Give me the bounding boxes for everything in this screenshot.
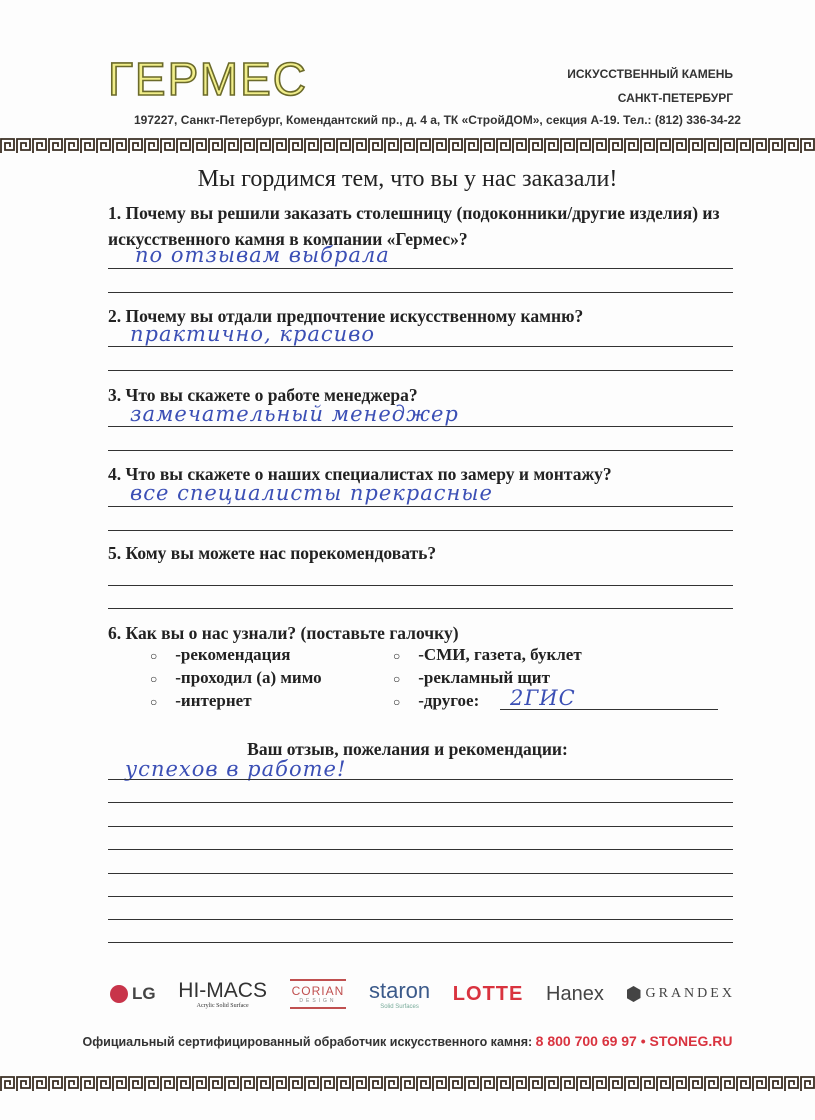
option-billboard[interactable] [393,668,550,688]
feedback-line [108,919,733,920]
question-5: 5. Кому вы можете нас порекомендовать? [108,543,437,563]
answer-line [108,292,733,293]
answer-4[interactable]: все специалисты прекрасные [130,481,493,505]
other-line [500,709,718,710]
hanex-logo: Hanex [546,982,604,1005]
question-2: 2. Почему вы отдали предпочтение искусственному камню? [108,306,584,326]
answer-line [108,426,733,427]
address: 197227, Санкт-Петербург, Комендантский пр., д. 4 а, ТК «СтройДОМ», секция А-19. Тел.: (812) 336-34-22 [134,113,741,127]
page-title: Мы гордимся тем, что вы у нас заказали! [197,166,618,192]
radio-circle-icon: ○ [393,695,401,709]
feedback-line [108,873,733,874]
city: САНКТ-ПЕТЕРБУРГ [617,91,733,105]
radio-circle-icon: ○ [150,672,158,686]
radio-circle-icon: ○ [150,649,158,663]
footer [0,1033,815,1049]
option-label: -рекламный щит [418,668,550,687]
option-label: -рекомендация [175,645,291,664]
feedback-line [108,942,733,943]
answer-line [108,370,733,371]
answer-line [108,608,733,609]
lg-circle-icon [110,985,128,1003]
lg-logo: LG [110,984,156,1004]
meander-border-top [0,138,815,154]
grandex-hexagon-icon [627,986,641,1002]
option-internet[interactable] [150,691,252,711]
option-other[interactable] [393,691,479,711]
other-answer[interactable]: 2ГИС [510,686,576,710]
radio-circle-icon: ○ [150,695,158,709]
footer-text: Официальный сертифицированный обработчик искусственного камня: [82,1035,533,1049]
answer-line [108,585,733,586]
answer-line [108,530,733,531]
lotte-logo: LOTTE [452,982,524,1005]
option-label: -проходил (а) мимо [175,668,322,687]
feedback-line [108,826,733,827]
answer-line [108,268,733,269]
feedback-heading: Ваш отзыв, пожелания и рекомендации: [247,739,568,759]
option-label: -другое: [418,691,480,710]
feedback-line [108,896,733,897]
hermes-logo: ГЕРМЕС [108,53,308,105]
feedback-line [108,849,733,850]
radio-circle-icon: ○ [393,649,401,663]
meander-border-bottom [0,1076,815,1092]
grandex-logo: GRANDEX [627,986,735,1002]
option-media[interactable] [393,645,582,665]
feedback-answer[interactable]: успехов в работе! [125,757,347,781]
option-label: -СМИ, газета, буклет [418,645,582,664]
answer-line [108,346,733,347]
answer-1[interactable]: по отзывам выбрала [135,243,390,267]
tagline: ИСКУССТВЕННЫЙ КАМЕНЬ [567,67,733,81]
question-1: 1. Почему вы решили заказать столешницу (подоконники/другие изделия) из искусственного камня в компании «Гермес»? [108,203,720,249]
option-recommendation[interactable] [150,645,290,665]
brand-logos [110,978,735,1010]
radio-circle-icon: ○ [393,672,401,686]
answer-2[interactable]: практично, красиво [130,322,376,346]
feedback-line [108,779,733,780]
question-6: 6. Как вы о нас узнали? (поставьте галочку) [108,623,459,643]
himacs-logo: HI-MACS Acrylic Solid Surface [178,979,267,1009]
option-walked-by[interactable] [150,668,322,688]
answer-line [108,450,733,451]
feedback-line [108,802,733,803]
corian-logo: CORIAN DESIGN [290,979,347,1009]
answer-line [108,506,733,507]
question-4: 4. Что вы скажете о наших специалистах по замеру и монтажу? [108,464,612,484]
question-3: 3. Что вы скажете о работе менеджера? [108,385,418,405]
option-label: -интернет [175,691,252,710]
answer-3[interactable]: замечательный менеджер [130,402,459,426]
footer-contact[interactable]: 8 800 700 69 97 • STONEG.RU [535,1033,733,1049]
staron-logo: staron Solid Surfaces [368,978,431,1010]
